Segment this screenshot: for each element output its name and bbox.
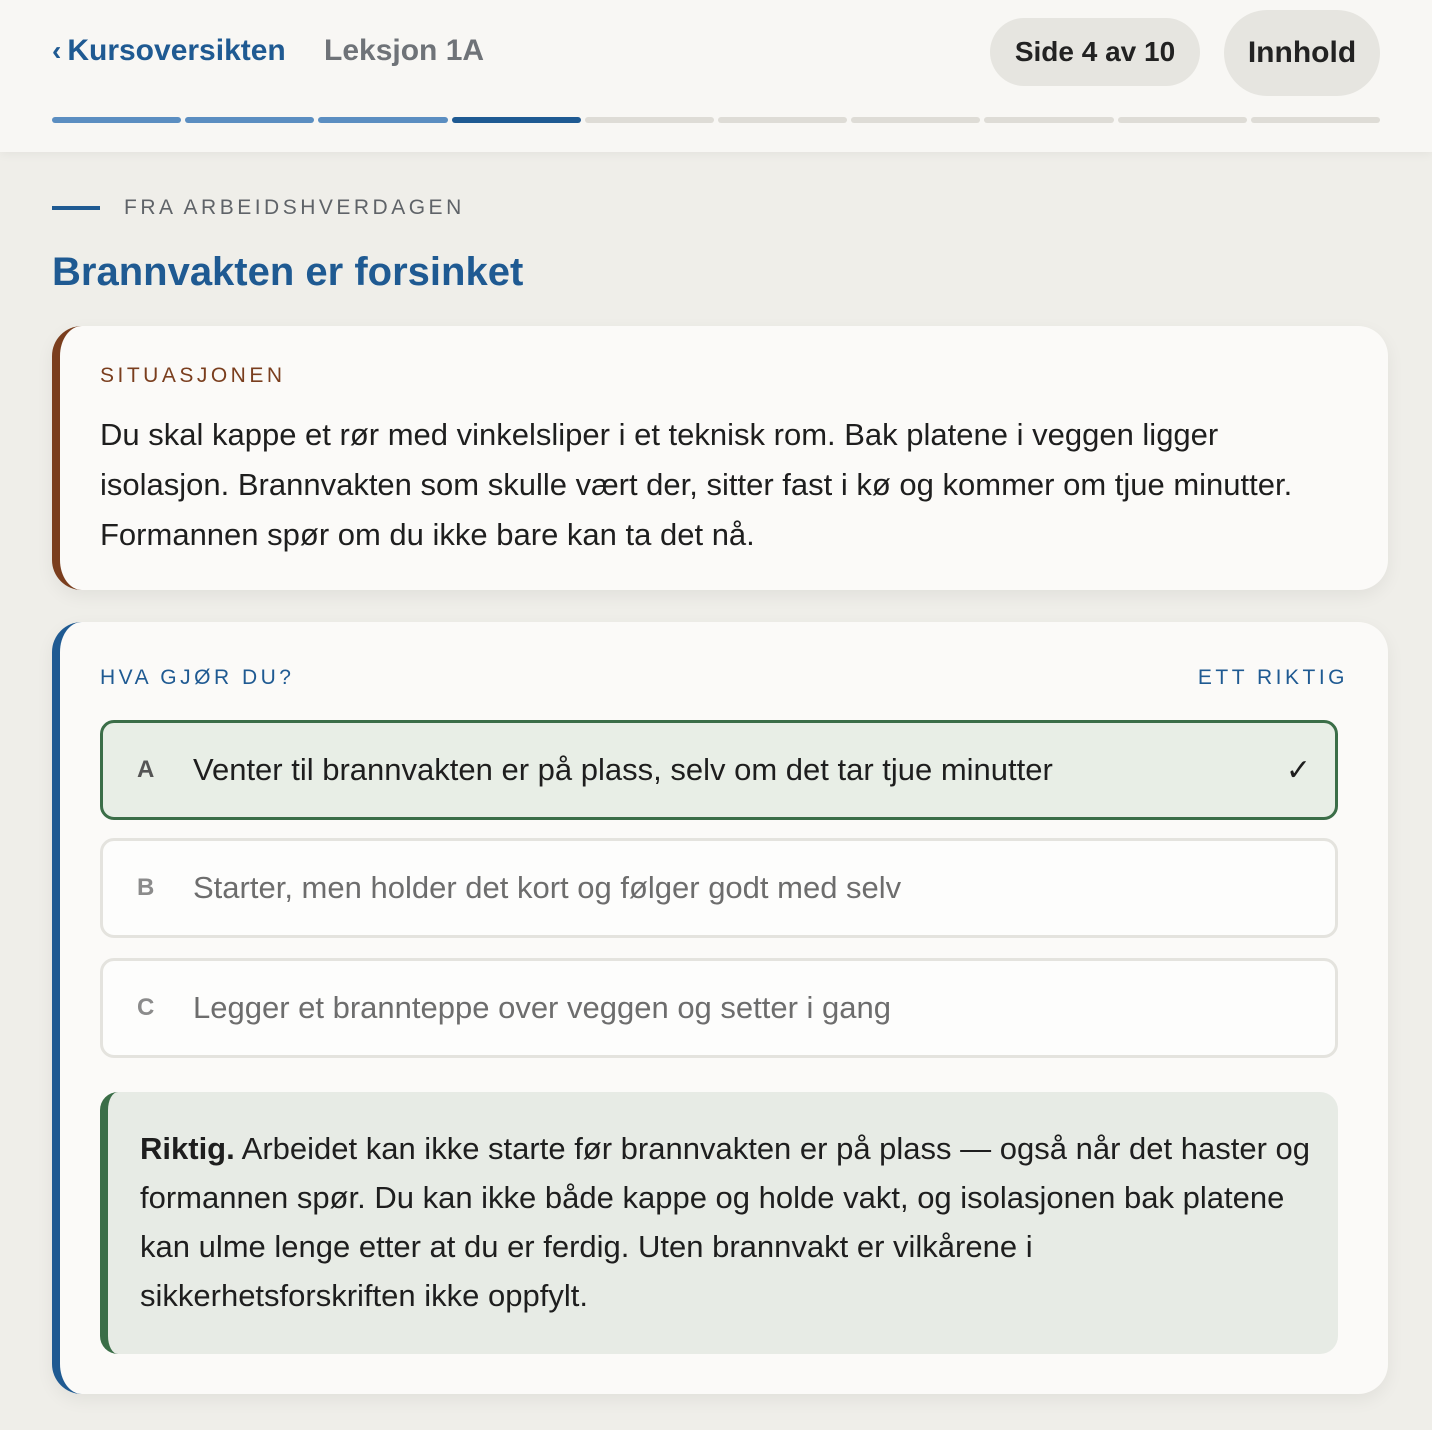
option-letter: C — [137, 994, 155, 1021]
feedback-lead: Riktig. — [140, 1131, 235, 1166]
progress-bar — [52, 117, 1380, 123]
page-title: Brannvakten er forsinket — [52, 250, 524, 294]
chevron-left-icon: ‹ — [52, 35, 62, 66]
situation-text: Du skal kappe et rør med vinkelsliper i et teknisk rom. Bak platene i veggen ligger isolasjon. Brannvakten som skulle vært der, sitter fast i kø og kommer om tjue minutter. Formannen spør om du ikke bare kan ta det nå. — [100, 417, 1293, 552]
checkmark-icon: ✓ — [1285, 753, 1311, 787]
progress-segment — [718, 117, 847, 123]
section-eyebrow — [52, 196, 465, 220]
progress-segment — [318, 117, 447, 123]
feedback-text — [140, 1124, 1310, 1320]
progress-segment — [452, 117, 581, 123]
eyebrow-line — [52, 206, 100, 210]
page-indicator: Side 4 av 10 — [990, 18, 1200, 86]
lesson-title: Leksjon 1A — [324, 34, 485, 67]
answer-count-label: ETT RIKTIG — [1197, 666, 1348, 689]
back-link-label: Kursoversikten — [67, 34, 286, 67]
answer-option-c[interactable] — [100, 958, 1338, 1058]
option-text: Legger et brannteppe over veggen og setter i gang — [193, 990, 892, 1025]
progress-segment — [185, 117, 314, 123]
answer-option-a[interactable] — [100, 720, 1338, 820]
back-to-course-link[interactable] — [52, 34, 286, 68]
progress-segment — [984, 117, 1113, 123]
progress-segment — [1251, 117, 1380, 123]
option-letter: A — [137, 756, 155, 783]
contents-button[interactable]: Innhold — [1224, 10, 1380, 96]
question-label: HVA GJØR DU? — [100, 666, 295, 689]
progress-segment — [1118, 117, 1247, 123]
progress-segment — [52, 117, 181, 123]
feedback-box — [100, 1092, 1338, 1354]
option-text: Venter til brannvakten er på plass, selv om det tar tjue minutter — [193, 752, 1053, 787]
progress-segment — [851, 117, 980, 123]
feedback-body: Arbeidet kan ikke starte før brannvakten er på plass — også når det haster og formannen spør. Du kan ikke både kappe og holde vakt, og isolasjonen bak platene kan ulme lenge etter at du er ferdig. Uten brannvakt er vilkårene i sikkerhetsforskriften ikke oppfylt. — [140, 1131, 1310, 1313]
question-card — [52, 622, 1388, 1394]
answer-option-b[interactable] — [100, 838, 1338, 938]
option-letter: B — [137, 874, 155, 901]
progress-segment — [585, 117, 714, 123]
situation-card — [52, 326, 1388, 590]
situation-label: SITUASJONEN — [100, 364, 286, 387]
option-text: Starter, men holder det kort og følger godt med selv — [193, 870, 902, 905]
top-bar — [0, 0, 1432, 152]
eyebrow-text: FRA ARBEIDSHVERDAGEN — [124, 196, 465, 219]
